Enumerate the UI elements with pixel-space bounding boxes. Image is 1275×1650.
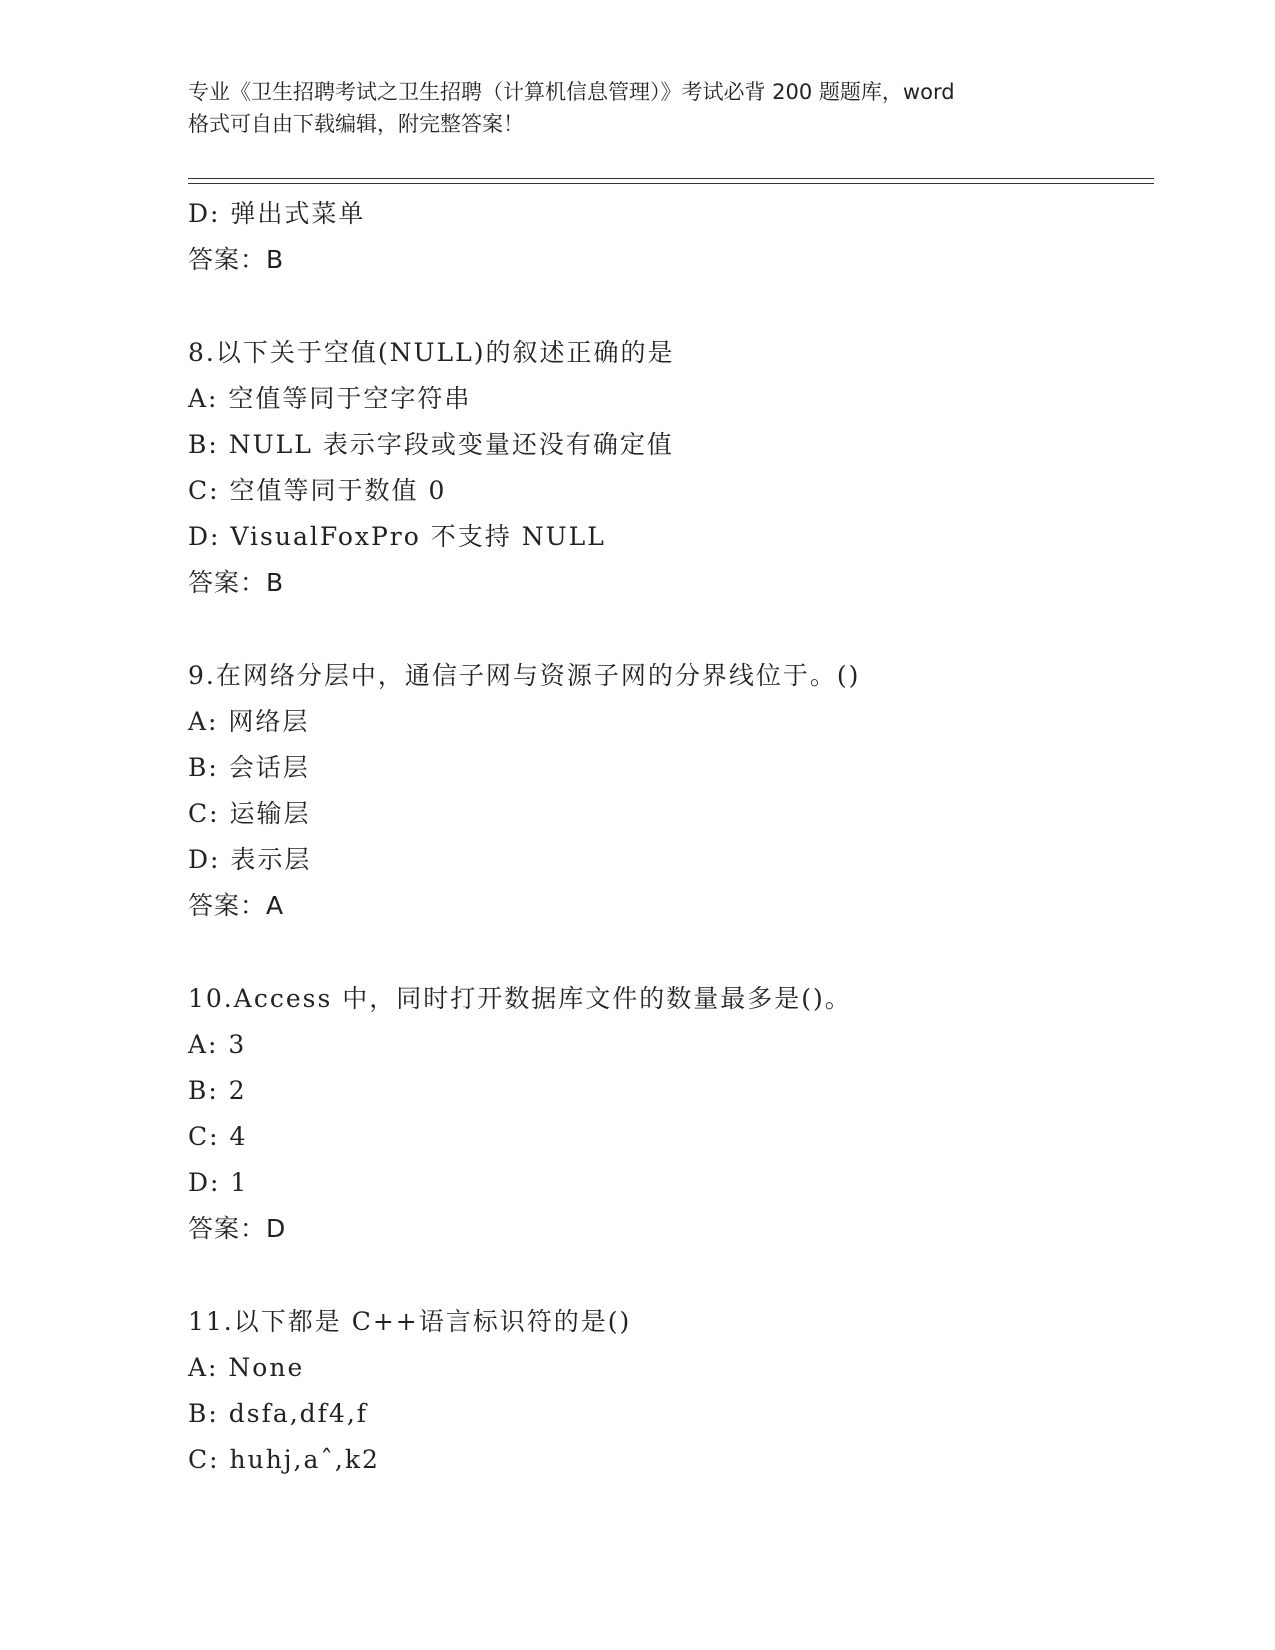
header-line-1: 专业《卫生招聘考试之卫生招聘（计算机信息管理）》考试必背 200 题题库，word — [188, 80, 955, 104]
answer-line: 答案：D — [188, 1214, 287, 1243]
header-divider-bottom — [188, 183, 1154, 184]
header-divider-top — [188, 178, 1154, 179]
document-header — [188, 76, 1088, 140]
option-b: B: dsfa,df4,f — [188, 1399, 369, 1428]
option-b: B: 2 — [188, 1076, 247, 1105]
option-a: A: 网络层 — [188, 707, 310, 736]
option-c: C: huhj,aˆ,k2 — [188, 1445, 380, 1474]
option-a: A: None — [188, 1353, 305, 1382]
question-fragment — [188, 191, 1148, 283]
question-text: 9.在网络分层中，通信子网与资源子网的分界线位于。() — [188, 661, 861, 690]
question-11 — [188, 1299, 1148, 1483]
spacer — [188, 929, 1148, 976]
option-c: C: 4 — [188, 1122, 248, 1151]
answer-line: 答案：B — [188, 245, 285, 274]
question-9 — [188, 653, 1148, 929]
option-a: A: 3 — [188, 1030, 247, 1059]
option-d: D: 弹出式菜单 — [188, 199, 366, 228]
question-8 — [188, 330, 1148, 606]
option-d: D: VisualFoxPro 不支持 NULL — [188, 522, 606, 551]
spacer — [188, 1252, 1148, 1299]
question-text: 10.Access 中，同时打开数据库文件的数量最多是()。 — [188, 984, 852, 1013]
header-line-2: 格式可自由下载编辑，附完整答案！ — [188, 112, 524, 136]
option-b: B: 会话层 — [188, 753, 310, 782]
option-c: C: 空值等同于数值 0 — [188, 476, 447, 505]
option-a: A: 空值等同于空字符串 — [188, 384, 472, 413]
spacer — [188, 283, 1148, 330]
question-text: 8.以下关于空值(NULL)的叙述正确的是 — [188, 338, 675, 367]
spacer — [188, 606, 1148, 653]
question-text: 11.以下都是 C++语言标识符的是() — [188, 1307, 632, 1336]
question-list — [188, 191, 1148, 1483]
option-d: D: 表示层 — [188, 845, 312, 874]
option-b: B: NULL 表示字段或变量还没有确定值 — [188, 430, 674, 459]
answer-line: 答案：B — [188, 568, 285, 597]
option-c: C: 运输层 — [188, 799, 311, 828]
answer-line: 答案：A — [188, 891, 285, 920]
question-10 — [188, 976, 1148, 1252]
option-d: D: 1 — [188, 1168, 249, 1197]
